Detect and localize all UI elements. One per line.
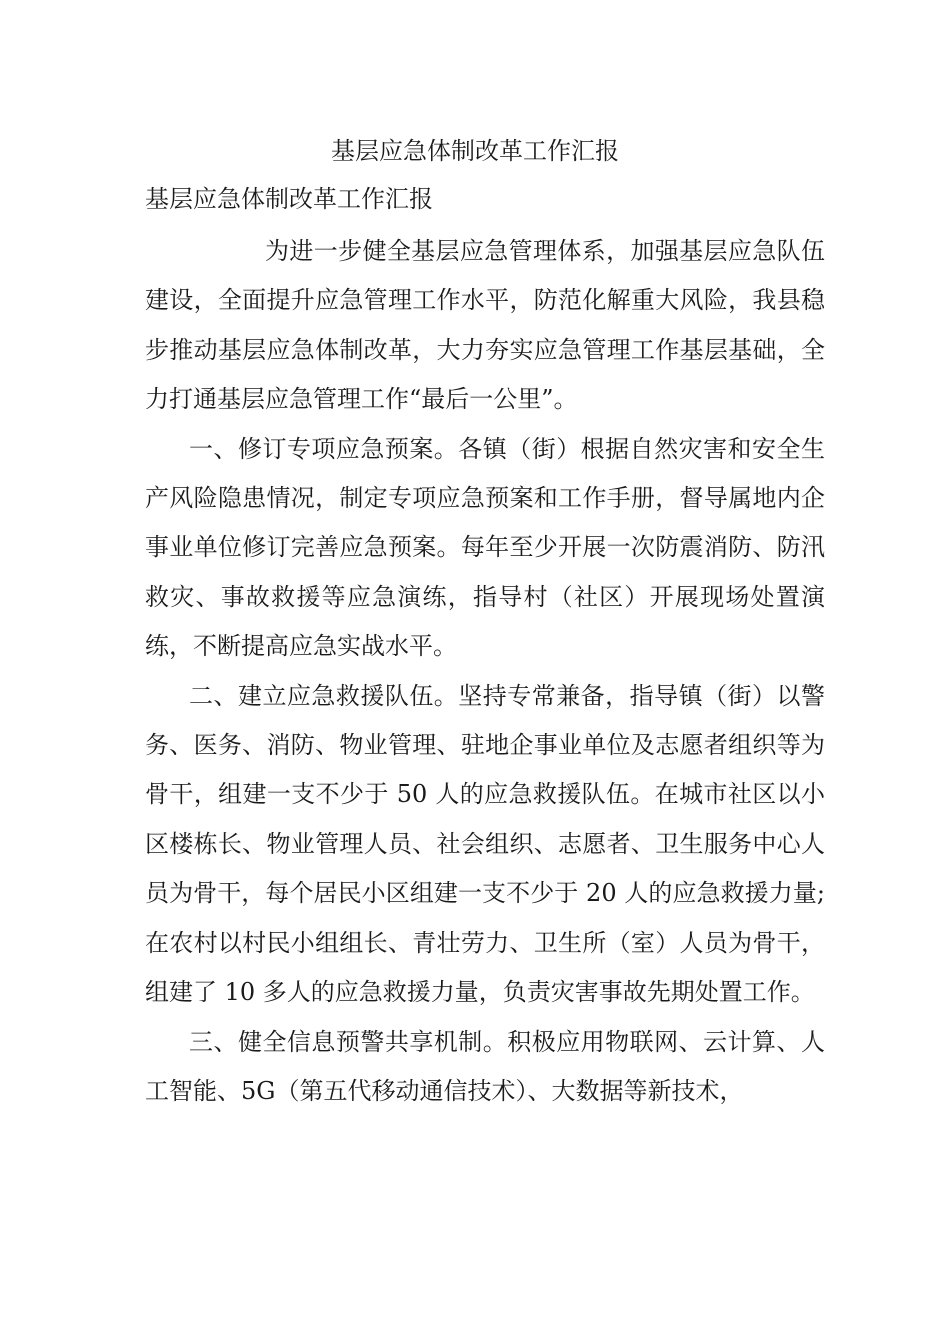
document-title: 基层应急体制改革工作汇报: [331, 137, 619, 165]
intro-paragraph: 为进一步健全基层应急管理体系，加强基层应急队伍建设，全面提升应急管理工作水平，防范化解重大风险，我县稳步推动基层应急体制改革，大力夯实应急管理工作基层基础，全力打通基层应急管理工作“最后一公里”。: [145, 237, 825, 414]
section-paragraph-3: 三、健全信息预警共享机制。积极应用物联网、云计算、人工智能、5G（第五代移动通信技术）、大数据等新技术，: [145, 1027, 825, 1105]
document-body: [145, 227, 825, 1116]
section-paragraph-2: 二、建立应急救援队伍。坚持专常兼备，指导镇（街）以警务、医务、消防、物业管理、驻地企事业单位及志愿者组织等为骨干，组建一支不少于 50 人的应急救援队伍。在城市社区以小区楼栋长、物业管理人员、社会组织、志愿者、卫生服务中心人员为骨干，每个居民小区组建一支不少于 20 人的应急救援力量;在农村以村民小组组长、青壮劳力、卫生所（室）人员为骨干，组建了 10 多人的应急救援力量，负责灾害事故先期处置工作。: [145, 681, 825, 1007]
document-subtitle: 基层应急体制改革工作汇报: [145, 185, 433, 213]
section-paragraph-1: 一、修订专项应急预案。各镇（街）根据自然灾害和安全生产风险隐患情况，制定专项应急预案和工作手册，督导属地内企事业单位修订完善应急预案。每年至少开展一次防震消防、防汛救灾、事故救援等应急演练，指导村（社区）开展现场处置演练，不断提高应急实战水平。: [145, 434, 825, 661]
